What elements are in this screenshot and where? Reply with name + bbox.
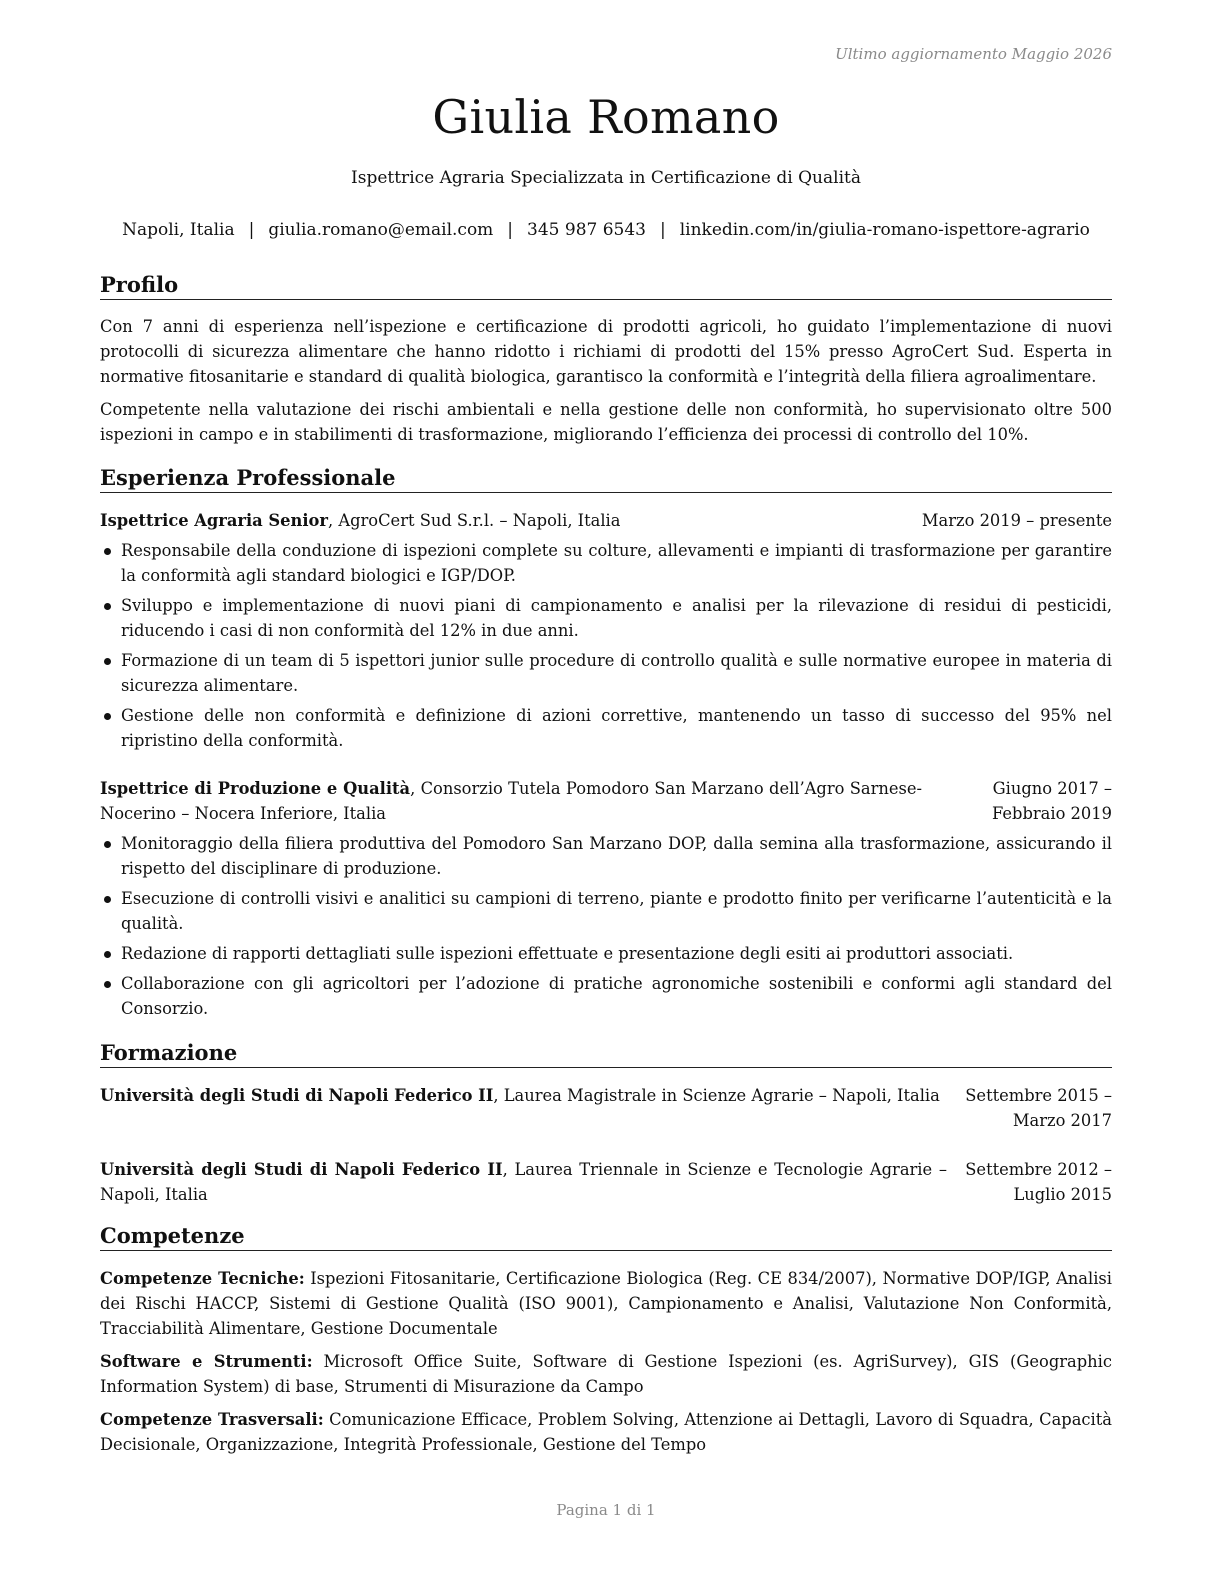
contact-phone[interactable]: 345 987 6543: [527, 220, 646, 240]
job-header: [100, 508, 1112, 533]
skill-group: [100, 1349, 1112, 1399]
job-dates: Giugno 2017 – Febbraio 2019: [992, 779, 1112, 823]
bullet-item: Redazione di rapporti dettagliati sulle ispezioni effettuate e presentazione degli esiti ai produttori associati.: [100, 941, 1112, 966]
skill-group: [100, 1266, 1112, 1341]
job-details: , AgroCert Sud S.r.l. – Napoli, Italia: [327, 511, 621, 530]
education-details: , Laurea Triennale in Scienze e Tecnologie Agrarie – Napoli, Italia: [100, 1160, 947, 1204]
education-dates: Settembre 2012 – Luglio 2015: [965, 1160, 1112, 1204]
contact-separator: |: [248, 220, 255, 240]
candidate-name: Giulia Romano: [432, 90, 780, 144]
bullet-item: Sviluppo e implementazione di nuovi piani di campionamento e analisi per la rilevazione di residui di pesticidi, riducendo i casi di non conformità del 12% in due anni.: [100, 593, 1112, 643]
page-number: Pagina 1 di 1: [556, 1501, 656, 1519]
bullet-item: Responsabile della conduzione di ispezioni complete su colture, allevamenti e impianti di trasformazione per garantire la conformità agli standard biologici e IGP/DOP.: [100, 538, 1112, 588]
job-entry: [100, 508, 1112, 753]
bullet-item: Esecuzione di controlli visivi e analitici su campioni di terreno, piante e prodotto finito per verificarne l’autenticità e la qualità.: [100, 886, 1112, 936]
profile-paragraph: Con 7 anni di esperienza nell’ispezione e certificazione di prodotti agricoli, ho guidato l’implementazione di nuovi protocolli di sicurezza alimentare che hanno ridotto i richiami di prodotti del 15% presso AgroCert Sud. Esperta in normative fitosanitarie e standard di qualità biologica, garantisco la conformità e l’integrità della filiera agroalimentare.: [100, 317, 1112, 386]
contact-separator: |: [507, 220, 514, 240]
skill-label: Software e Strumenti:: [100, 1352, 313, 1371]
skill-text: Comunicazione Efficace, Problem Solving, Attenzione ai Dettagli, Lavoro di Squadra, Capacità Decisionale, Organizzazione, Integrità Professionale, Gestione del Tempo: [100, 1410, 1112, 1454]
job-bullets: [100, 538, 1112, 753]
job-bullets: [100, 831, 1112, 1021]
profile-paragraph: Competente nella valutazione dei rischi ambientali e nella gestione delle non conformità, ho supervisionato oltre 500 ispezioni in campo e in stabilimenti di trasformazione, migliorando l’efficienza dei processi di controllo del 10%.: [100, 400, 1112, 444]
job-role: Ispettrice Agraria Senior: [100, 511, 328, 530]
skill-group: [100, 1407, 1112, 1457]
education-entry: [100, 1157, 1112, 1207]
resume-page: [100, 0, 1112, 1584]
section-title-profile: Profilo: [100, 272, 1112, 300]
education-school: Università degli Studi di Napoli Federico II: [100, 1086, 494, 1105]
education-entry: [100, 1083, 1112, 1133]
skill-label: Competenze Tecniche:: [100, 1269, 305, 1288]
skills-section: [100, 1223, 1112, 1457]
contact-line: [90, 220, 1122, 240]
section-title-skills: Competenze: [100, 1223, 1112, 1251]
bullet-item: Gestione delle non conformità e definizione di azioni correttive, mantenendo un tasso di successo del 95% nel ripristino della conformità.: [100, 703, 1112, 753]
section-title-experience: Esperienza Professionale: [100, 465, 1112, 493]
job-details: , Consorzio Tutela Pomodoro San Marzano dell’Agro Sarnese-Nocerino – Nocera Inferiore, Italia: [100, 779, 922, 823]
contact-linkedin[interactable]: linkedin.com/in/giulia-romano-ispettore-agrario: [679, 220, 1090, 240]
education-section: [100, 1040, 1112, 1207]
contact-separator: |: [660, 220, 666, 240]
skill-label: Competenze Trasversali:: [100, 1410, 324, 1429]
experience-section: [100, 465, 1112, 1021]
education-details: , Laurea Magistrale in Scienze Agrarie – Napoli, Italia: [493, 1086, 940, 1105]
section-title-education: Formazione: [100, 1040, 1112, 1068]
skill-text: Microsoft Office Suite, Software di Gestione Ispezioni (es. AgriSurvey), GIS (Geographic Information System) di base, Strumenti di Misurazione da Campo: [100, 1352, 1112, 1396]
job-role: Ispettrice di Produzione e Qualità: [100, 779, 411, 798]
job-title: Ispettrice Agraria Specializzata in Certificazione di Qualità: [351, 168, 861, 188]
contact-location: Napoli, Italia: [122, 220, 235, 240]
bullet-item: Formazione di un team di 5 ispettori junior sulle procedure di controllo qualità e sulle normative europee in materia di sicurezza alimentare.: [100, 648, 1112, 698]
bullet-item: Collaborazione con gli agricoltori per l’adozione di pratiche agronomiche sostenibili e conformi agli standard del Consorzio.: [100, 971, 1112, 1021]
education-dates: Settembre 2015 – Marzo 2017: [965, 1086, 1112, 1130]
job-dates: Marzo 2019 – presente: [921, 511, 1112, 530]
job-header: [100, 776, 1112, 826]
bullet-item: Monitoraggio della filiera produttiva del Pomodoro San Marzano DOP, dalla semina alla trasformazione, assicurando il rispetto del disciplinare di produzione.: [100, 831, 1112, 881]
profile-section: [100, 272, 1112, 447]
education-school: Università degli Studi di Napoli Federico II: [100, 1160, 503, 1179]
last-updated: Ultimo aggiornamento Maggio 2026: [835, 45, 1112, 63]
contact-email[interactable]: giulia.romano@email.com: [268, 220, 494, 240]
skill-text: Ispezioni Fitosanitarie, Certificazione Biologica (Reg. CE 834/2007), Normative DOP/IGP, Analisi dei Rischi HACCP, Sistemi di Gestione Qualità (ISO 9001), Campionamento e Analisi, Valutazione Non Conformità, Tracciabilità Alimentare, Gestione Documentale: [100, 1269, 1112, 1338]
job-entry: [100, 776, 1112, 1021]
